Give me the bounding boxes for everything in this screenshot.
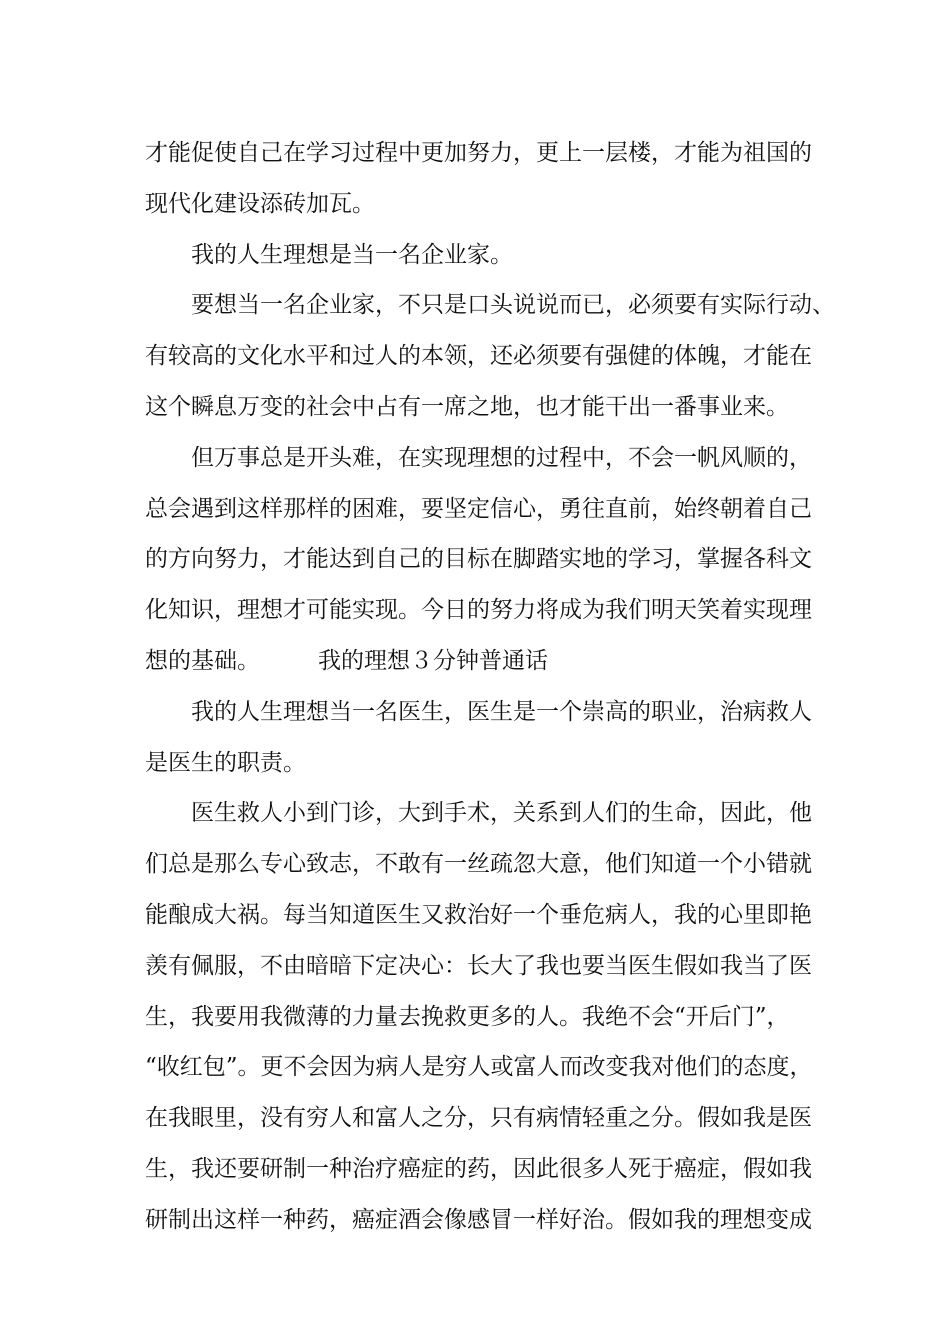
- text-line: 生，我要用我微薄的力量去挽救更多的人。我绝不会“开后门”，: [145, 1003, 790, 1030]
- text-line: 是医生的职责。: [145, 749, 306, 776]
- text-line: 的方向努力，才能达到自己的目标在脚踏实地的学习，掌握各科文: [145, 546, 812, 573]
- text-line: 这个瞬息万变的社会中占有一席之地，也才能干出一番事业来。: [145, 393, 789, 420]
- text-line: 能酿成大祸。每当知道医生又救治好一个垂危病人，我的心里即艳: [145, 901, 812, 928]
- text-line: 在我眼里，没有穷人和富人之分，只有病情轻重之分。假如我是医: [145, 1105, 812, 1132]
- inline-heading: 我的理想３分钟普通话: [318, 647, 548, 674]
- text-line: [145, 636, 825, 687]
- text-line: “收红包”。更不会因为病人是穷人或富人而改变我对他们的态度，: [145, 1054, 813, 1081]
- text-line: 羡有佩服，不由暗暗下定决心：长大了我也要当医生假如我当了医: [145, 952, 812, 979]
- text-line: 现代化建设添砖加瓦。: [145, 190, 375, 217]
- text-line: 我的人生理想当一名医生，医生是一个崇高的职业，治病救人: [191, 698, 812, 725]
- text-line: 化知识，理想才可能实现。今日的努力将成为我们明天笑着实现理: [145, 597, 812, 624]
- document-body: [145, 128, 835, 1246]
- text-line: 我的人生理想是当一名企业家。: [191, 241, 513, 268]
- text-line: 才能促使自己在学习过程中更加努力，更上一层楼，才能为祖国的: [145, 140, 812, 166]
- text-line: 生，我还要研制一种治疗癌症的药，因此很多人死于癌症，假如我: [145, 1155, 812, 1182]
- text-line-segment: 想的基础。: [145, 647, 260, 674]
- text-line: 但万事总是开头难，在实现理想的过程中，不会一帆风顺的，: [191, 444, 812, 471]
- text-line: 总会遇到这样那样的困难，要坚定信心，勇往直前，始终朝着自己: [145, 495, 812, 522]
- text-line: 医生救人小到门诊，大到手术，关系到人们的生命，因此，他: [191, 800, 812, 827]
- text-line: 们总是那么专心致志，不敢有一丝疏忽大意，他们知道一个小错就: [145, 851, 812, 878]
- text-line: 研制出这样一种药，癌症酒会像感冒一样好治。假如我的理想变成: [145, 1206, 812, 1233]
- text-line: 要想当一名企业家，不只是口头说说而已，必须要有实际行动、: [191, 292, 835, 319]
- text-line: 有较高的文化水平和过人的本领，还必须要有强健的体魄，才能在: [145, 343, 812, 370]
